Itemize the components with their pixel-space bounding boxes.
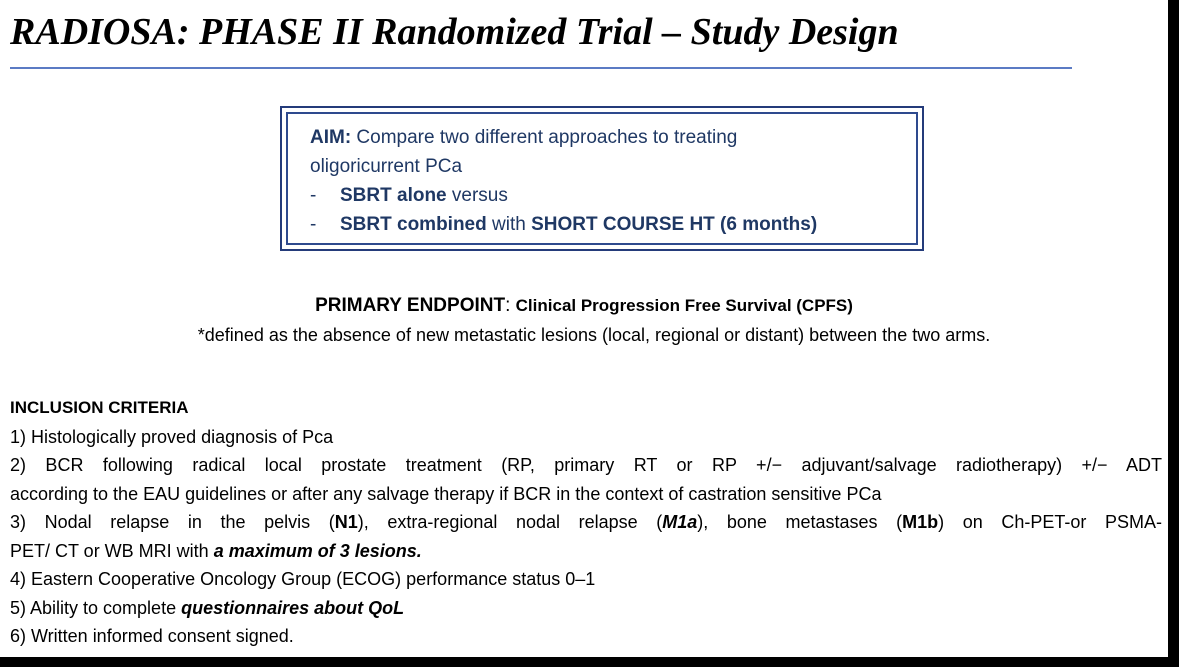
primary-endpoint-definition: *defined as the absence of new metastatic lesions (local, regional or distant) between the two arms. — [197, 325, 991, 345]
aim-bullet-1 — [310, 181, 916, 210]
item-3-text: PET/ CT or WB MRI with — [10, 540, 214, 561]
item-3-max-lesions: a maximum of 3 lesions. — [213, 540, 422, 561]
primary-endpoint-label: PRIMARY ENDPOINT — [315, 295, 506, 316]
item-3-text: ) on Ch-PET-or PSMA- — [938, 512, 1162, 532]
inclusion-heading: INCLUSION CRITERIA — [10, 398, 189, 417]
primary-endpoint-colon: : — [505, 295, 516, 316]
inclusion-item-2-line-2: according to the EAU guidelines or after any salvage therapy if BCR in the context of castration sensitive PCa — [10, 483, 882, 504]
inclusion-item-3-line-1 — [10, 508, 1162, 537]
title-underline — [10, 67, 1072, 69]
bullet-dash: - — [310, 214, 317, 235]
aim-label: AIM: — [310, 127, 352, 148]
aim-bullet-2-bold-1: SBRT combined — [340, 214, 487, 235]
aim-bullet-2-mid: with — [486, 214, 532, 235]
inclusion-item-4: 4) Eastern Cooperative Oncology Group (ECOG) performance status 0–1 — [10, 569, 596, 589]
item-3-text: 3) Nodal relapse in the pelvis ( — [10, 512, 335, 532]
aim-box-inner — [286, 112, 918, 245]
inclusion-item-5 — [10, 594, 1162, 623]
inclusion-item-1: 1) Histologically proved diagnosis of Pca — [10, 426, 334, 447]
aim-text-1: Compare two different approaches to treating — [351, 127, 738, 148]
item-3-m1a: M1a — [662, 512, 698, 532]
aim-line-2: oligoricurrent PCa — [310, 156, 463, 177]
item-3-n1: N1 — [334, 512, 358, 532]
inclusion-item-3-line-2 — [10, 537, 1162, 566]
aim-bullet-1-rest: versus — [446, 185, 508, 206]
aim-line-1 — [310, 123, 916, 152]
aim-bullet-2 — [310, 210, 916, 239]
item-3-m1b: M1b — [902, 512, 939, 532]
item-3-text: ), bone metastases ( — [697, 512, 903, 532]
inclusion-item-2-line-1: 2) BCR following radical local prostate treatment (RP, primary RT or RP +/− adjuvant/salvage radiotherapy) +/− ADT — [10, 455, 1162, 475]
item-5-text: 5) Ability to complete — [10, 597, 182, 618]
bullet-dash: - — [310, 185, 317, 206]
item-3-text: ), extra-regional nodal relapse ( — [357, 512, 663, 532]
primary-endpoint — [0, 293, 1168, 319]
inclusion-item-6: 6) Written informed consent signed. — [10, 626, 294, 646]
aim-bullet-1-bold: SBRT alone — [340, 185, 447, 206]
slide-title: RADIOSA: PHASE II Randomized Trial – Study Design — [10, 11, 899, 53]
primary-endpoint-value: Clinical Progression Free Survival (CPFS) — [515, 296, 853, 315]
aim-box — [280, 106, 924, 251]
aim-bullet-2-bold-2: SHORT COURSE HT (6 months) — [531, 214, 818, 235]
inclusion-criteria — [10, 394, 1162, 651]
item-5-qol: questionnaires about QoL — [181, 597, 405, 618]
